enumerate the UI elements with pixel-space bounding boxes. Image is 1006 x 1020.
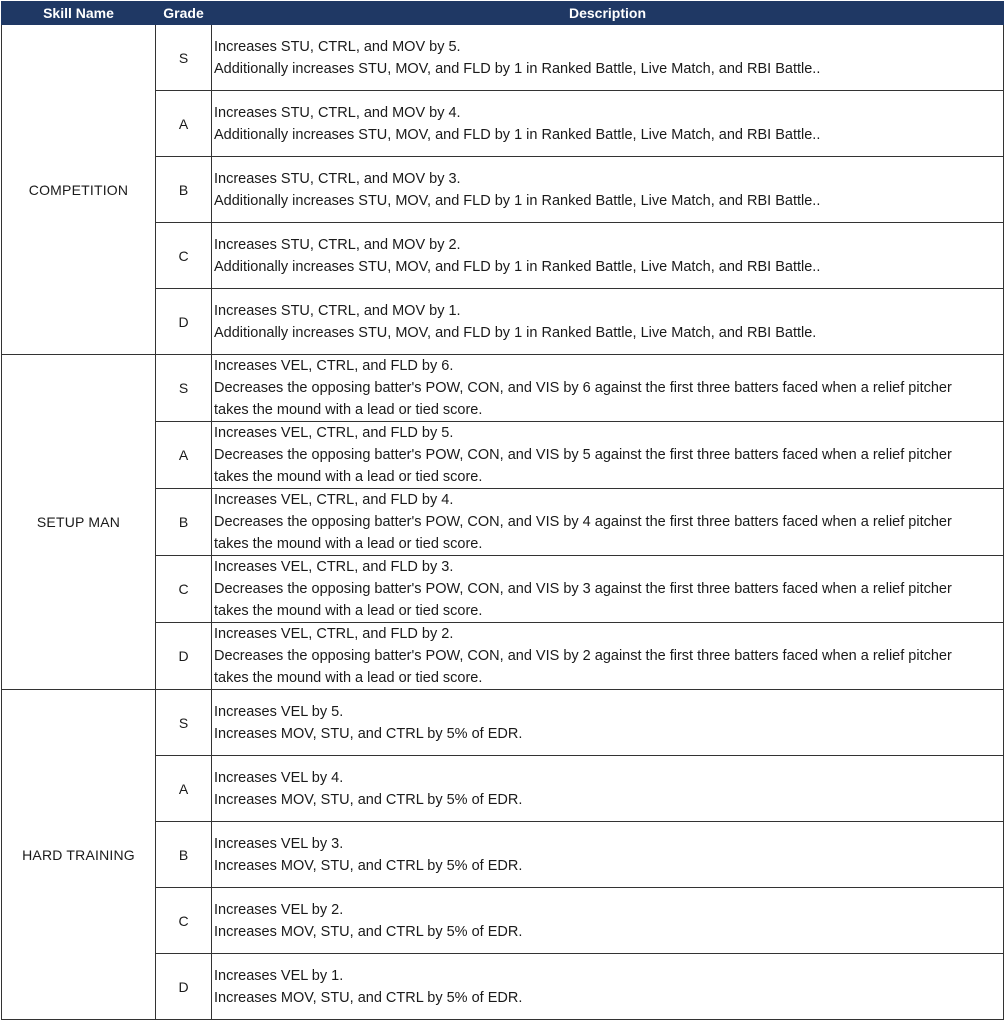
description-line: Increases VEL, CTRL, and FLD by 5.: [214, 425, 454, 441]
description-line: takes the mound with a lead or tied score.: [214, 603, 483, 619]
table-header: [2, 2, 1004, 25]
description-line: Increases MOV, STU, and CTRL by 5% of EDR.: [214, 923, 523, 940]
description-cell: [212, 223, 1004, 289]
description-cell: [212, 355, 1004, 422]
description-line: Increases MOV, STU, and CTRL by 5% of EDR.: [214, 857, 523, 874]
header-grade: Grade: [156, 2, 212, 25]
grade-cell: B: [156, 157, 212, 223]
description-line: Increases VEL by 4.: [214, 769, 344, 786]
description-line: Increases STU, CTRL, and MOV by 5.: [214, 38, 461, 55]
description-cell: [212, 954, 1004, 1020]
description-line: Increases VEL by 5.: [214, 703, 344, 720]
skill-name-cell: HARD TRAINING: [2, 690, 156, 1020]
description-cell: [212, 289, 1004, 355]
table-row: [2, 690, 1004, 756]
description-cell: [212, 756, 1004, 822]
description-line: Additionally increases STU, MOV, and FLD by 1 in Ranked Battle, Live Match, and RBI Battle..: [214, 258, 821, 275]
table-body: [2, 25, 1004, 1020]
description-cell: [212, 623, 1004, 690]
description-line: Additionally increases STU, MOV, and FLD by 1 in Ranked Battle, Live Match, and RBI Battle..: [214, 126, 821, 143]
description-line: Increases VEL by 3.: [214, 835, 344, 852]
grade-cell: C: [156, 888, 212, 954]
description-line: Additionally increases STU, MOV, and FLD by 1 in Ranked Battle, Live Match, and RBI Battle.: [214, 324, 817, 341]
description-line: Additionally increases STU, MOV, and FLD by 1 in Ranked Battle, Live Match, and RBI Battle..: [214, 192, 821, 209]
description-line: Increases STU, CTRL, and MOV by 3.: [214, 170, 461, 187]
description-cell: [212, 157, 1004, 223]
grade-cell: D: [156, 289, 212, 355]
header-description: Description: [212, 2, 1004, 25]
description-line: takes the mound with a lead or tied score.: [214, 402, 483, 418]
table-row: [2, 25, 1004, 91]
grade-cell: B: [156, 489, 212, 556]
description-line: takes the mound with a lead or tied score.: [214, 670, 483, 686]
description-line: Increases VEL, CTRL, and FLD by 2.: [214, 626, 454, 642]
table-row: [2, 355, 1004, 422]
description-cell: [212, 556, 1004, 623]
grade-cell: S: [156, 690, 212, 756]
description-line: Decreases the opposing batter's POW, CON, and VIS by 2 against the first three batters faced when a relief pitcher: [214, 648, 952, 664]
grade-cell: S: [156, 355, 212, 422]
grade-cell: C: [156, 556, 212, 623]
description-line: Increases VEL by 2.: [214, 901, 344, 918]
description-line: Decreases the opposing batter's POW, CON, and VIS by 6 against the first three batters faced when a relief pitcher: [214, 380, 952, 396]
grade-cell: S: [156, 25, 212, 91]
grade-cell: B: [156, 822, 212, 888]
description-cell: [212, 25, 1004, 91]
description-line: takes the mound with a lead or tied score.: [214, 469, 483, 485]
grade-cell: C: [156, 223, 212, 289]
description-line: Increases MOV, STU, and CTRL by 5% of EDR.: [214, 989, 523, 1006]
description-line: Decreases the opposing batter's POW, CON, and VIS by 5 against the first three batters faced when a relief pitcher: [214, 447, 952, 463]
description-line: takes the mound with a lead or tied score.: [214, 536, 483, 552]
grade-cell: A: [156, 422, 212, 489]
skill-name-cell: SETUP MAN: [2, 355, 156, 690]
grade-cell: D: [156, 623, 212, 690]
skills-table: [1, 1, 1004, 1020]
description-cell: [212, 822, 1004, 888]
description-line: Additionally increases STU, MOV, and FLD by 1 in Ranked Battle, Live Match, and RBI Battle..: [214, 60, 821, 77]
description-cell: [212, 422, 1004, 489]
description-cell: [212, 489, 1004, 556]
grade-cell: A: [156, 756, 212, 822]
description-line: Increases VEL, CTRL, and FLD by 6.: [214, 358, 454, 374]
grade-cell: A: [156, 91, 212, 157]
skill-name-cell: COMPETITION: [2, 25, 156, 355]
description-line: Increases STU, CTRL, and MOV by 1.: [214, 302, 461, 319]
description-cell: [212, 91, 1004, 157]
description-line: Decreases the opposing batter's POW, CON, and VIS by 3 against the first three batters faced when a relief pitcher: [214, 581, 952, 597]
description-cell: [212, 888, 1004, 954]
description-line: Increases MOV, STU, and CTRL by 5% of EDR.: [214, 791, 523, 808]
description-line: Increases MOV, STU, and CTRL by 5% of EDR.: [214, 725, 523, 742]
header-skill-name: Skill Name: [2, 2, 156, 25]
description-line: Increases VEL by 1.: [214, 967, 344, 984]
description-line: Increases VEL, CTRL, and FLD by 4.: [214, 492, 454, 508]
description-line: Increases STU, CTRL, and MOV by 2.: [214, 236, 461, 253]
header-row: [2, 2, 1004, 25]
description-cell: [212, 690, 1004, 756]
description-line: Increases STU, CTRL, and MOV by 4.: [214, 104, 461, 121]
grade-cell: D: [156, 954, 212, 1020]
description-line: Increases VEL, CTRL, and FLD by 3.: [214, 559, 454, 575]
description-line: Decreases the opposing batter's POW, CON, and VIS by 4 against the first three batters faced when a relief pitcher: [214, 514, 952, 530]
